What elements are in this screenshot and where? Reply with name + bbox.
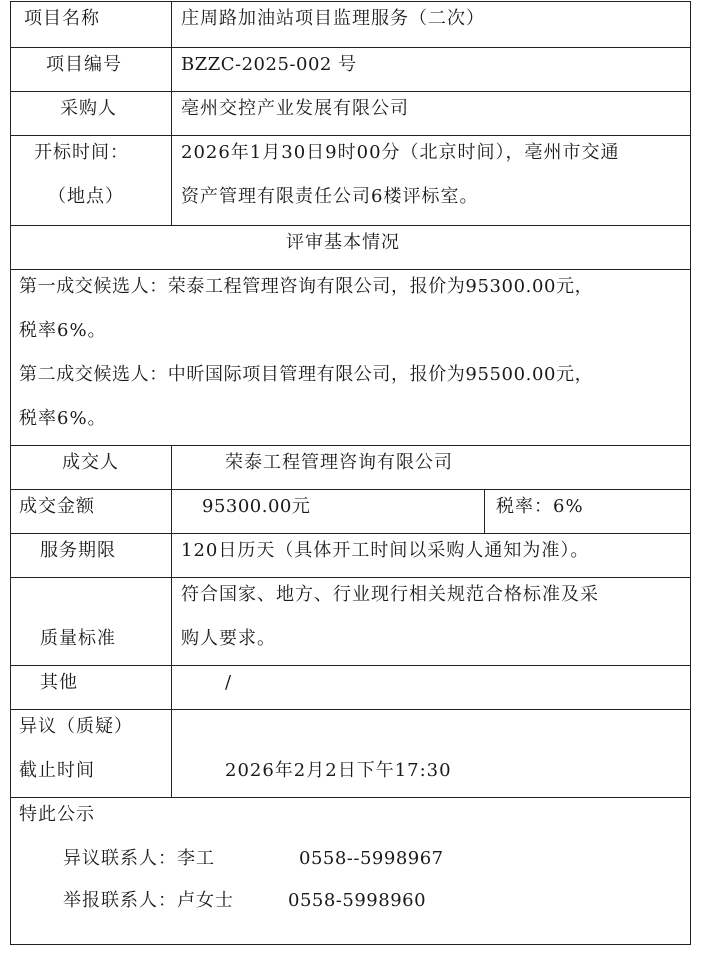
deadline-value: 2026年2月2日下午17:30 (225, 760, 452, 781)
review-title: 评审基本情况 (286, 232, 400, 253)
project-number-value: BZZC-2025-002 号 (181, 54, 357, 75)
rule (10, 91, 691, 92)
other-value: / (225, 672, 233, 693)
rule (10, 944, 691, 945)
objection-label: 异议（质疑） (19, 716, 133, 737)
amount-value: 95300.00元 (202, 496, 311, 517)
service-period-value: 120日历天（具体开工时间以采购人通知为准）。 (181, 540, 590, 561)
rule (10, 533, 691, 534)
rule (10, 269, 691, 270)
report-contact: 举报联系人：卢女士 (63, 890, 234, 911)
winner-label: 成交人 (62, 452, 119, 473)
quality-value: 符合国家、地方、行业现行相关规范合格标准及采 (181, 584, 599, 605)
other-label: 其他 (40, 672, 78, 693)
amount-label: 成交金额 (19, 496, 95, 517)
rule (10, 445, 691, 446)
rule (10, 1, 11, 945)
announcement-table (10, 0, 691, 945)
rule (10, 709, 691, 710)
tax-rate: 税率：6% (496, 496, 584, 517)
project-name-value: 庄周路加油站项目监理服务（二次） (181, 8, 485, 29)
second-candidate-tax: 税率6%。 (19, 408, 107, 429)
bid-location-label: （地点） (48, 186, 124, 207)
second-candidate: 第二成交候选人：中昕国际项目管理有限公司，报价为95500.00元， (19, 364, 594, 385)
objection-contact-phone: 0558--5998967 (299, 848, 444, 869)
notice-title: 特此公示 (19, 804, 95, 825)
rule (10, 797, 691, 798)
report-contact-phone: 0558-5998960 (288, 890, 427, 911)
rule (10, 665, 691, 666)
quality-value-cont: 购人要求。 (181, 628, 276, 649)
rule (10, 577, 691, 578)
rule (10, 47, 691, 48)
rule (171, 445, 172, 798)
purchaser-value: 亳州交控产业发展有限公司 (181, 98, 409, 119)
first-candidate-tax: 税率6%。 (19, 320, 107, 341)
rule (171, 1, 172, 226)
bid-opening-value: 2026年1月30日9时00分（北京时间），亳州市交通 (181, 142, 620, 163)
rule (10, 489, 691, 490)
first-candidate: 第一成交候选人：荣泰工程管理咨询有限公司，报价为95300.00元， (19, 276, 594, 297)
project-number-label: 项目编号 (46, 54, 122, 75)
winner-value: 荣泰工程管理咨询有限公司 (225, 452, 453, 473)
bid-opening-value-cont: 资产管理有限责任公司6楼评标室。 (181, 186, 479, 207)
project-name-label: 项目名称 (24, 8, 100, 29)
rule (10, 135, 691, 136)
bid-opening-label: 开标时间： (34, 142, 129, 163)
rule (484, 489, 485, 534)
objection-contact: 异议联系人：李工 (63, 848, 215, 869)
rule (10, 225, 691, 226)
deadline-label: 截止时间 (19, 760, 95, 781)
service-period-label: 服务期限 (40, 540, 116, 561)
rule (690, 1, 691, 945)
rule (10, 1, 691, 2)
quality-label: 质量标准 (40, 628, 116, 649)
purchaser-label: 采购人 (60, 98, 117, 119)
